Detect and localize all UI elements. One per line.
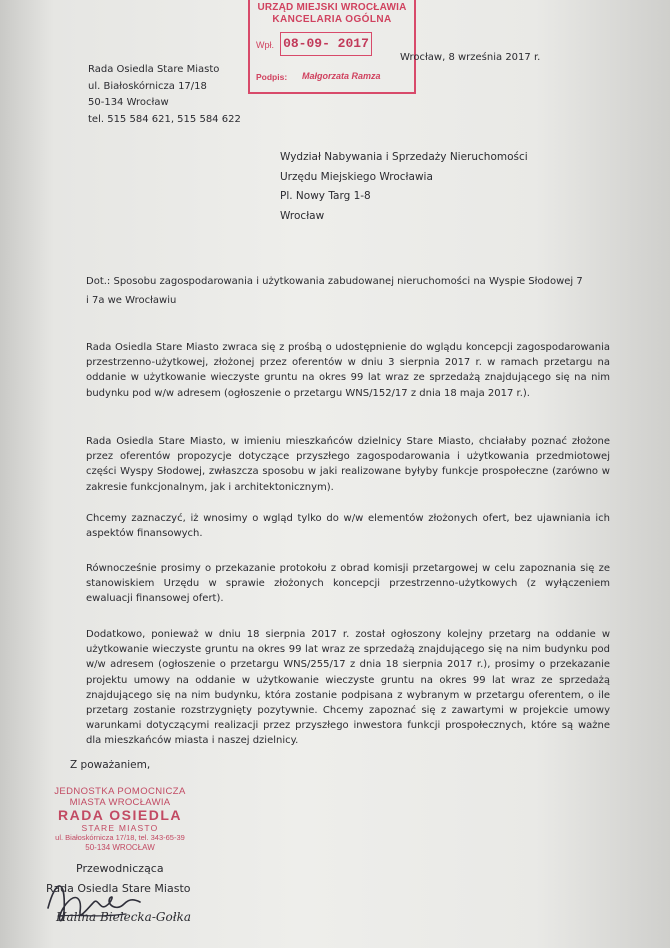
received-stamp-podpis-name: Małgorzata Ramza [302, 71, 381, 81]
org-stamp-line-2: MIASTA WROCŁAWIA [69, 797, 171, 808]
org-stamp-line-6: 50-134 WROCŁAW [85, 843, 155, 852]
received-stamp-podpis-label: Podpis: [256, 72, 288, 82]
recipient-line-4: Wrocław [280, 209, 325, 222]
recipient-line-1: Wydział Nabywania i Sprzedaży Nieruchomości [280, 151, 528, 163]
received-stamp-wpl-label: Wpł. [256, 40, 274, 50]
org-stamp-line-5: ul. Białoskórnicza 17/18, tel. 343-65-39 [55, 833, 185, 842]
received-stamp-date: 08-09- 2017 [280, 32, 372, 56]
organization-stamp [30, 786, 210, 853]
subject-line-2: i 7a we Wrocławiu [86, 295, 177, 306]
sender-city: 50-134 Wrocław [88, 97, 169, 108]
recipient-line-2: Urzędu Miejskiego Wrocławia [280, 170, 433, 183]
date-line: Wrocław, 8 września 2017 r. [400, 52, 541, 63]
org-stamp-line-4: STARE MIASTO [81, 823, 159, 833]
body-paragraph-5: Dodatkowo, ponieważ w dniu 18 sierpnia 2017 r. został ogłoszony kolejny przetarg na oddanie w użytkowanie wieczyste gruntu na okres 99 lat wraz ze sprzedażą znajdującego się na nim budynku pod w/w adresem (ogłoszenie o przetargu WNS/255/17 z dnia 18 sierpnia 2017 r.), prosimy o przekazanie projektu umowy na oddanie w użytkowanie wieczyste gruntu na okres 99 lat wraz ze sprzedażą znajdującego się na nim budynku, która zostanie podpisana z wybranym w przetargu oferentem, o ile przetarg zostanie rozstrzygnięty pozytywnie. Chcemy zapoznać się z zawartymi w projekcie umowy warunkami dotyczącymi realizacji przez przyszłego inwestora funkcji prospołecznych, które są ważne dla mieszkańców miasta i naszej dzielnicy. [86, 629, 610, 747]
sender-org: Rada Osiedla Stare Miasto [88, 64, 220, 75]
closing-greeting: Z poważaniem, [70, 759, 151, 771]
org-stamp-line-3: RADA OSIEDLA [57, 807, 183, 823]
subject-line [86, 272, 646, 310]
body-paragraph-3: Chcemy zaznaczyć, iż wnosimy o wgląd tylko do w/w elementów złożonych ofert, bez ujawniania ich aspektów finansowych. [86, 513, 610, 540]
sender-address [88, 62, 241, 128]
handwritten-signature [36, 868, 156, 938]
signatory-title: Przewodnicząca [76, 862, 164, 875]
recipient-line-3: Pl. Nowy Targ 1-8 [280, 190, 371, 202]
signatory-name: Halina Bielecka-Gołka [56, 910, 192, 924]
org-stamp-line-1: JEDNOSTKA POMOCNICZA [54, 786, 186, 797]
recipient-address [280, 148, 528, 226]
body-paragraph-4: Równocześnie prosimy o przekazanie protokołu z obrad komisji przetargowej w celu zapoznania się ze stanowiskiem Urzędu w sprawie złożonych koncepcji przestrzenno-użytkowych (z wyłączeniem ewaluacji finansowej ofert). [86, 563, 610, 605]
body-paragraph-1: Rada Osiedla Stare Miasto zwraca się z prośbą o udostępnienie do wglądu koncepcji zagospodarowania przestrzenno-użytkowej, złożonej przez oferentów w dniu 3 sierpnia 2017 r. w ramach przetargu na oddanie w użytkowanie wieczyste gruntu na okres 99 lat wraz ze sprzedażą znajdującego się na nim budynku pod w/w adresem (ogłoszenie o przetargu WNS/152/17 z dnia 18 maja 2017 r.). [86, 342, 610, 399]
subject-line-1: Dot.: Sposobu zagospodarowania i użytkowania zabudowanej nieruchomości na Wyspie Słodowej 7 [86, 276, 583, 287]
sender-phone: tel. 515 584 621, 515 584 622 [88, 113, 241, 125]
body-paragraph-2: Rada Osiedla Stare Miasto, w imieniu mieszkańców dzielnicy Stare Miasto, chciałaby poznać złożone przez oferentów propozycje dotyczące przyszłego zagospodarowania i użytkowania przedmiotowej części Wyspy Słodowej, zwłaszcza sposobu w jaki realizowane byłyby funkcje prospołeczne (zarówno w zakresie funkcjonalnym, jak i architektonicznym). [86, 436, 610, 493]
received-stamp-department: KANCELARIA OGÓLNA [272, 14, 392, 25]
sender-street: ul. Białoskórnicza 17/18 [88, 80, 207, 92]
signatory-org: Rada Osiedla Stare Miasto [46, 882, 191, 895]
received-stamp [248, 0, 416, 94]
received-stamp-office: URZĄD MIEJSKI WROCŁAWIA [257, 2, 407, 13]
